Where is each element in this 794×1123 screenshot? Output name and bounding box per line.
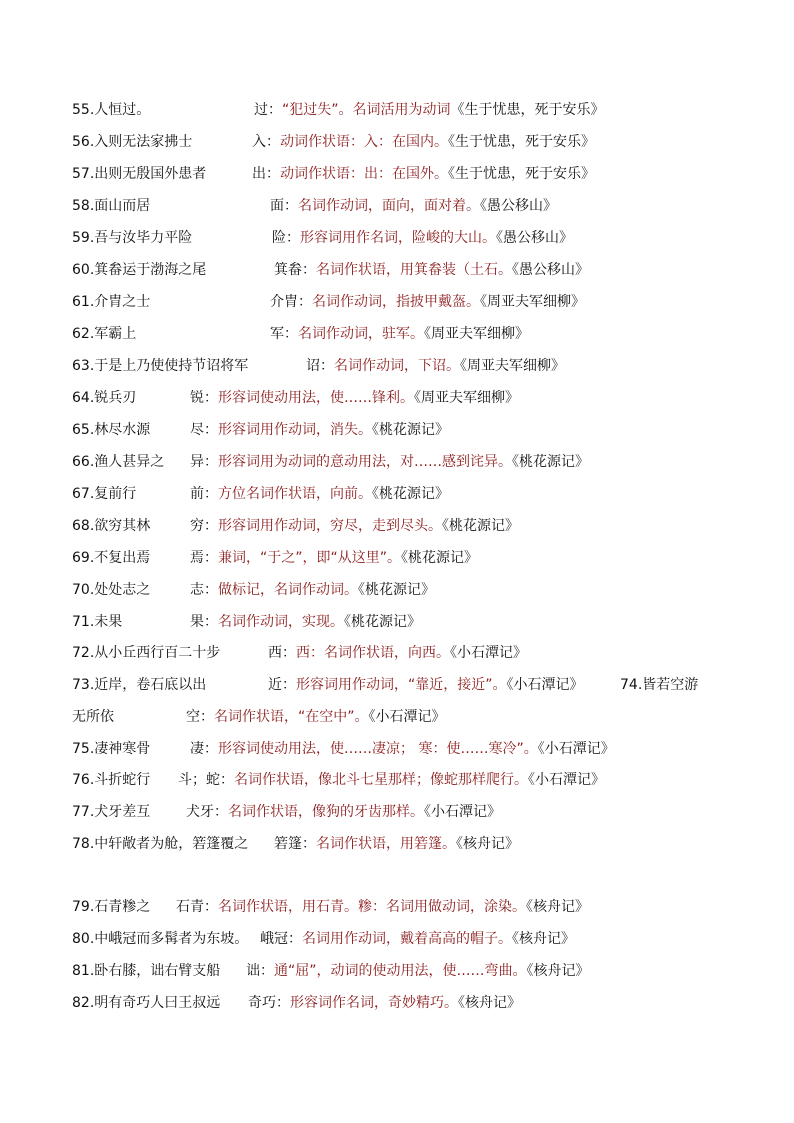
entry-line bbox=[72, 897, 589, 917]
entry-explanation: 名词作状语，用石青。糁：名词用做动词，涂染。 bbox=[218, 899, 526, 915]
entry-explanation-group bbox=[190, 420, 449, 440]
entry-source: 《小石潭记》 bbox=[424, 804, 501, 820]
entry-source: 《周亚夫军细柳》 bbox=[460, 358, 565, 374]
entry-explanation-group bbox=[270, 196, 557, 216]
entry-number: 61. bbox=[72, 294, 95, 310]
entry-line bbox=[72, 516, 519, 536]
entry-source: 《桃花源记》 bbox=[372, 422, 449, 438]
entry-phrase: 从小丘西行百二十步 bbox=[94, 645, 221, 661]
entry-number: 65. bbox=[72, 422, 95, 438]
entry-phrase: 未果 bbox=[94, 614, 123, 630]
entry-explanation-group bbox=[190, 452, 589, 472]
entry-number: 67. bbox=[72, 486, 95, 502]
entry-number: 77. bbox=[72, 804, 95, 820]
entry-character: 过： bbox=[254, 102, 282, 118]
entry-explanation-group bbox=[260, 929, 575, 949]
entry-number: 66. bbox=[72, 454, 95, 470]
entry-number: 58. bbox=[72, 198, 95, 214]
entry-phrase: 面山而居 bbox=[94, 198, 151, 214]
entry-source: 《桃花源记》 bbox=[401, 550, 479, 566]
entry-character: 犬牙： bbox=[186, 804, 228, 820]
entry-explanation-group bbox=[190, 484, 449, 504]
entry-explanation-group bbox=[190, 548, 478, 568]
entry-explanation-group bbox=[252, 164, 595, 184]
entry-character: 志： bbox=[190, 582, 218, 598]
entry-explanation: 形容词使动用法，使……凄凉； 寒：使……寒冷”。 bbox=[218, 741, 538, 757]
entry-character: 近： bbox=[268, 677, 296, 693]
entry-phrase: 近岸，卷石底以出 bbox=[94, 677, 207, 693]
entry-explanation: 名词作动词，下诏。 bbox=[334, 358, 460, 374]
entry-source: 《桃花源记》 bbox=[442, 518, 519, 534]
entry-explanation-group bbox=[176, 897, 589, 917]
entry-number: 56. bbox=[72, 134, 95, 150]
entry-phrase: 入则无法家拂士 bbox=[94, 134, 193, 150]
entry-line bbox=[72, 643, 527, 663]
entry-source: 《生于忧患，死于安乐》 bbox=[448, 166, 595, 182]
entry-explanation-group bbox=[252, 132, 595, 152]
entry-phrase: 欲穷其林 bbox=[94, 518, 151, 534]
entry-number: 79. bbox=[72, 899, 95, 915]
entry-line bbox=[72, 196, 557, 216]
entry-phrase: 介胄之士 bbox=[94, 294, 151, 310]
entry-source: 《核舟记》 bbox=[458, 995, 521, 1011]
entry-explanation-group bbox=[190, 516, 519, 536]
entry-phrase: 出则无殷国外患者 bbox=[94, 166, 207, 182]
entry-explanation: 形容词用作名词，险峻的大山。 bbox=[300, 230, 496, 246]
entry-explanation: 形容词用作动词，消失。 bbox=[218, 422, 372, 438]
entry-explanation-group bbox=[186, 707, 446, 727]
entry-number: 70. bbox=[72, 582, 95, 598]
entry-source: 《核舟记》 bbox=[526, 963, 590, 979]
entry-source: 《小石潭记》 bbox=[368, 709, 446, 725]
entry-character: 军： bbox=[270, 326, 298, 342]
entry-character: 箕畚： bbox=[274, 262, 316, 278]
entry-character: 介胄： bbox=[270, 294, 312, 310]
entry-source: 《愚公移山》 bbox=[480, 198, 557, 214]
entry-number: 75. bbox=[72, 741, 95, 757]
entry-continuation: 74.皆若空游 bbox=[620, 677, 699, 693]
entry-explanation: 形容词用作动词，“靠近，接近”。 bbox=[296, 677, 507, 693]
entry-explanation-group bbox=[190, 580, 435, 600]
entry-source: 《核舟记》 bbox=[456, 836, 519, 852]
entry-phrase: 犬牙差互 bbox=[94, 804, 151, 820]
entry-number: 64. bbox=[72, 390, 95, 406]
entry-phrase: 卧右膝，诎右臂支船 bbox=[94, 963, 221, 979]
entry-explanation: 西：名词作状语，向西。 bbox=[296, 645, 450, 661]
entry-character: 斗；蛇： bbox=[178, 772, 234, 788]
entry-number: 82. bbox=[72, 995, 95, 1011]
entry-source: 《桃花源记》 bbox=[344, 614, 421, 630]
entry-character: 西： bbox=[268, 645, 296, 661]
entry-explanation: 名词作动词，驻军。 bbox=[298, 326, 424, 342]
entry-source: 《桃花源记》 bbox=[358, 582, 435, 598]
entry-number: 59. bbox=[72, 230, 95, 246]
entry-phrase: 斗折蛇行 bbox=[94, 772, 151, 788]
entry-character: 焉： bbox=[190, 550, 218, 566]
entry-explanation-group bbox=[190, 739, 615, 759]
entry-phrase: 林尽水源 bbox=[94, 422, 151, 438]
entry-line bbox=[72, 420, 449, 440]
entry-line bbox=[72, 324, 529, 344]
entry-phrase: 明有奇巧人曰王叔远 bbox=[94, 995, 221, 1011]
entry-line bbox=[72, 452, 589, 472]
entry-explanation: 名词作动词，指披甲戴盔。 bbox=[312, 294, 480, 310]
entry-source: 《小石潭记》 bbox=[506, 677, 584, 693]
entry-phrase: 石青糁之 bbox=[94, 899, 151, 915]
entry-phrase: 复前行 bbox=[94, 486, 137, 502]
entry-phrase: 中轩敞者为舱，箬篷覆之 bbox=[94, 836, 249, 852]
entry-line bbox=[72, 100, 605, 120]
entry-character: 穷： bbox=[190, 518, 218, 534]
entry-character: 空： bbox=[186, 709, 214, 725]
entry-source: 《桃花源记》 bbox=[512, 454, 589, 470]
entry-line bbox=[72, 707, 446, 727]
entry-explanation-group bbox=[178, 770, 605, 790]
entry-source: 《生于忧患，死于安乐》 bbox=[450, 102, 605, 118]
entry-character: 奇巧： bbox=[248, 995, 290, 1011]
entry-explanation: 名词作状语，像北斗七星那样；像蛇那样爬行。 bbox=[234, 772, 528, 788]
entry-phrase: 中峨冠而多髯者为东坡。 bbox=[94, 931, 249, 947]
entry-line bbox=[72, 388, 519, 408]
entry-character: 诏： bbox=[306, 358, 334, 374]
entry-explanation: 名词作动词，实现。 bbox=[218, 614, 344, 630]
entry-character: 入： bbox=[252, 134, 280, 150]
entry-source: 《愚公移山》 bbox=[496, 230, 573, 246]
entry-source: 《小石潭记》 bbox=[450, 645, 527, 661]
entry-line bbox=[72, 356, 565, 376]
entry-phrase: 于是上乃使使持节诏将军 bbox=[94, 358, 249, 374]
entry-phrase: 锐兵刃 bbox=[94, 390, 137, 406]
entry-number: 69. bbox=[72, 550, 95, 566]
entry-explanation-group bbox=[246, 961, 590, 981]
entry-source: 《核舟记》 bbox=[526, 899, 589, 915]
entry-line bbox=[72, 260, 589, 280]
entry-explanation: 形容词作名词，奇妙精巧。 bbox=[290, 995, 458, 1011]
entry-number: 78. bbox=[72, 836, 95, 852]
entry-line bbox=[72, 132, 595, 152]
entry-explanation: 名词作动词，面向，面对着。 bbox=[298, 198, 480, 214]
entry-line bbox=[72, 993, 521, 1013]
entry-character: 峨冠： bbox=[260, 931, 302, 947]
entry-character: 出： bbox=[252, 166, 280, 182]
entry-phrase: 不复出焉 bbox=[94, 550, 151, 566]
entry-line bbox=[72, 834, 519, 854]
entry-number: 62. bbox=[72, 326, 95, 342]
entry-explanation-group bbox=[270, 324, 529, 344]
entry-character: 箬篷： bbox=[274, 836, 316, 852]
entry-number: 81. bbox=[72, 963, 95, 979]
entry-explanation-group bbox=[306, 356, 565, 376]
entry-explanation: 名词作状语，“在空中”。 bbox=[214, 709, 369, 725]
entry-number: 57. bbox=[72, 166, 95, 182]
entry-line bbox=[72, 548, 479, 568]
entry-number: 80. bbox=[72, 931, 95, 947]
entry-explanation-group bbox=[254, 100, 605, 120]
entry-character: 石青： bbox=[176, 899, 218, 915]
entry-explanation: 名词作状语，像狗的牙齿那样。 bbox=[228, 804, 424, 820]
entry-phrase: 军霸上 bbox=[94, 326, 137, 342]
entry-number: 55. bbox=[72, 102, 95, 118]
entry-source: 《周亚夫军细柳》 bbox=[480, 294, 585, 310]
entry-source: 《生于忧患，死于安乐》 bbox=[448, 134, 595, 150]
entry-explanation-group bbox=[268, 643, 527, 663]
entry-line bbox=[72, 484, 449, 504]
entry-source: 《小石潭记》 bbox=[537, 741, 615, 757]
entry-character: 险： bbox=[272, 230, 300, 246]
entry-phrase: 无所依 bbox=[72, 709, 114, 725]
entry-line bbox=[72, 228, 573, 248]
entry-explanation-group bbox=[270, 292, 585, 312]
entry-number: 76. bbox=[72, 772, 95, 788]
entry-source: 《小石潭记》 bbox=[528, 772, 605, 788]
entry-number: 73. bbox=[72, 677, 95, 693]
entry-explanation: 动词作状语：入：在国内。 bbox=[280, 134, 448, 150]
entry-line bbox=[72, 929, 575, 949]
entry-phrase: 箕畚运于渤海之尾 bbox=[94, 262, 207, 278]
entry-character: 前： bbox=[190, 486, 218, 502]
entry-phrase: 吾与汝毕力平险 bbox=[94, 230, 193, 246]
entry-explanation-group bbox=[274, 260, 589, 280]
entry-explanation: 形容词用为动词的意动用法，对……感到诧异。 bbox=[218, 454, 512, 470]
entry-number: 63. bbox=[72, 358, 95, 374]
entry-character: 凄： bbox=[190, 741, 218, 757]
entry-line bbox=[72, 612, 421, 632]
entry-source: 《周亚夫军细柳》 bbox=[414, 390, 519, 406]
entry-explanation-group bbox=[248, 993, 521, 1013]
entry-explanation: “犯过失”。名词活用为动词 bbox=[282, 102, 451, 118]
entry-explanation: 通“屈”，动词的使动用法，使……弯曲。 bbox=[274, 963, 527, 979]
entry-character: 诎： bbox=[246, 963, 274, 979]
entry-line bbox=[72, 580, 435, 600]
entry-line bbox=[72, 802, 501, 822]
entry-line bbox=[72, 675, 699, 695]
entry-number: 72. bbox=[72, 645, 95, 661]
entry-explanation: 方位名词作状语，向前。 bbox=[218, 486, 372, 502]
entry-explanation: 名词用作动词，戴着高高的帽子。 bbox=[302, 931, 512, 947]
entry-explanation: 名词作状语，用箬篷。 bbox=[316, 836, 456, 852]
entry-explanation: 名词作状语，用箕畚装（土石。 bbox=[316, 262, 512, 278]
entry-explanation: 做标记，名词作动词。 bbox=[218, 582, 358, 598]
entry-line bbox=[72, 292, 585, 312]
entry-source: 《周亚夫军细柳》 bbox=[424, 326, 529, 342]
entry-line bbox=[72, 770, 605, 790]
entry-explanation: 形容词用作动词，穷尽，走到尽头。 bbox=[218, 518, 442, 534]
entry-phrase: 处处志之 bbox=[94, 582, 151, 598]
entry-source: 《核舟记》 bbox=[512, 931, 575, 947]
entry-line bbox=[72, 739, 615, 759]
entry-line bbox=[72, 961, 590, 981]
entry-phrase: 渔人甚异之 bbox=[94, 454, 165, 470]
entry-character: 异： bbox=[190, 454, 218, 470]
entry-explanation-group bbox=[190, 388, 519, 408]
entry-explanation-group bbox=[272, 228, 573, 248]
entry-phrase: 凄神寒骨 bbox=[94, 741, 151, 757]
entry-explanation: 动词作状语：出：在国外。 bbox=[280, 166, 448, 182]
entry-explanation-group bbox=[190, 612, 421, 632]
entry-source: 《愚公移山》 bbox=[512, 262, 589, 278]
entry-explanation-group bbox=[274, 834, 519, 854]
entry-number: 60. bbox=[72, 262, 95, 278]
entry-character: 面： bbox=[270, 198, 298, 214]
entry-phrase: 人恒过。 bbox=[94, 102, 151, 118]
entry-explanation-group bbox=[268, 675, 584, 695]
entry-character: 锐： bbox=[190, 390, 218, 406]
entry-line bbox=[72, 164, 595, 184]
entry-number: 71. bbox=[72, 614, 95, 630]
entry-number: 68. bbox=[72, 518, 95, 534]
entry-source: 《桃花源记》 bbox=[372, 486, 449, 502]
entry-explanation-group bbox=[186, 802, 501, 822]
entry-explanation: 形容词使动用法，使……锋利。 bbox=[218, 390, 414, 406]
entry-explanation: 兼词，“于之”，即“从这里”。 bbox=[218, 550, 402, 566]
entry-character: 果： bbox=[190, 614, 218, 630]
entry-character: 尽： bbox=[190, 422, 218, 438]
